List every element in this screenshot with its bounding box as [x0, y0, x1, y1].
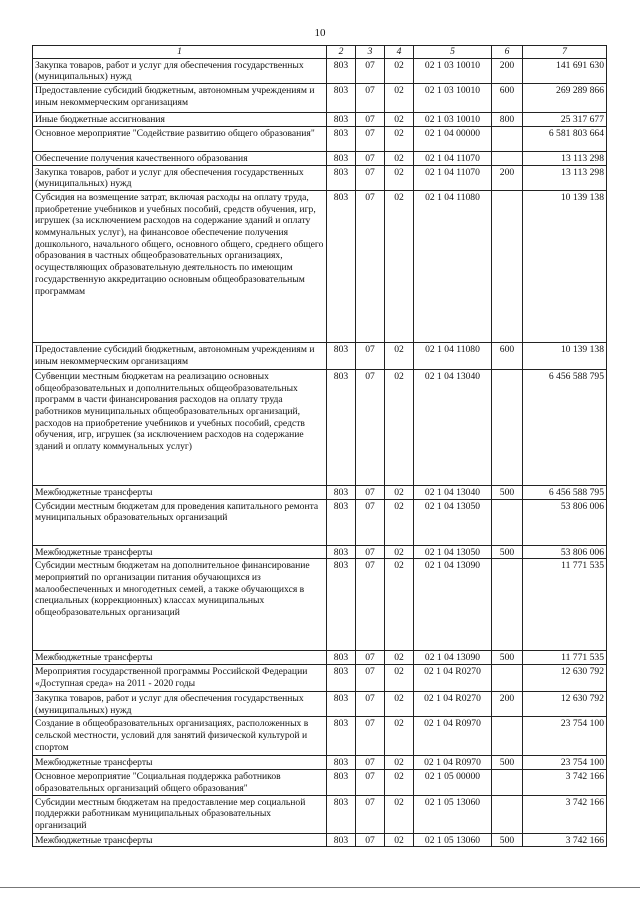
- row-name: Субсидии местным бюджетам для проведения капитального ремонта муниципальных образовательных организаций: [33, 499, 327, 545]
- row-rz: 07: [356, 717, 385, 756]
- row-amount: 10 139 138: [523, 190, 607, 342]
- row-ved: 803: [327, 770, 356, 795]
- row-amount: 53 806 006: [523, 499, 607, 545]
- row-vr: [492, 770, 523, 795]
- row-amount: 13 113 298: [523, 165, 607, 190]
- row-amount: 11 771 535: [523, 651, 607, 665]
- row-csr: 02 1 04 11070: [414, 165, 492, 190]
- row-vr: 500: [492, 833, 523, 847]
- table-row: [33, 795, 607, 833]
- row-name: Создание в общеобразовательных организациях, расположенных в сельской местности, условий для занятий физической культурой и спортом: [33, 717, 327, 756]
- row-csr: 02 1 05 13060: [414, 795, 492, 833]
- row-csr: 02 1 04 R0970: [414, 756, 492, 770]
- row-ved: 803: [327, 499, 356, 545]
- row-pr: 02: [385, 756, 414, 770]
- row-name: Мероприятия государственной программы Российской Федерации «Доступная среда» на 2011 - 2020 годы: [33, 665, 327, 692]
- row-ved: 803: [327, 342, 356, 369]
- row-rz: 07: [356, 756, 385, 770]
- row-amount: 11 771 535: [523, 559, 607, 651]
- row-vr: 800: [492, 113, 523, 127]
- row-pr: 02: [385, 692, 414, 717]
- row-pr: 02: [385, 770, 414, 795]
- row-csr: 02 1 05 00000: [414, 770, 492, 795]
- row-vr: [492, 126, 523, 151]
- page-number: 10: [314, 27, 326, 39]
- row-rz: 07: [356, 499, 385, 545]
- row-rz: 07: [356, 126, 385, 151]
- row-rz: 07: [356, 151, 385, 165]
- col-header-name: 1: [33, 46, 327, 59]
- row-rz: 07: [356, 485, 385, 499]
- row-csr: 02 1 04 R0270: [414, 692, 492, 717]
- row-csr: 02 1 04 R0970: [414, 717, 492, 756]
- row-csr: 02 1 03 10010: [414, 58, 492, 83]
- row-pr: 02: [385, 833, 414, 847]
- row-amount: 269 289 866: [523, 84, 607, 113]
- row-vr: [492, 369, 523, 485]
- row-ved: 803: [327, 717, 356, 756]
- row-rz: 07: [356, 651, 385, 665]
- row-vr: [492, 559, 523, 651]
- row-rz: 07: [356, 58, 385, 83]
- row-rz: 07: [356, 770, 385, 795]
- row-name: Межбюджетные трансферты: [33, 545, 327, 559]
- row-ved: 803: [327, 165, 356, 190]
- row-rz: 07: [356, 692, 385, 717]
- table-row: [33, 545, 607, 559]
- table-row: [33, 369, 607, 485]
- row-rz: 07: [356, 113, 385, 127]
- row-pr: 02: [385, 342, 414, 369]
- row-amount: 6 581 803 664: [523, 126, 607, 151]
- row-amount: 3 742 166: [523, 833, 607, 847]
- row-amount: 23 754 100: [523, 756, 607, 770]
- row-rz: 07: [356, 833, 385, 847]
- row-ved: 803: [327, 756, 356, 770]
- row-amount: 6 456 588 795: [523, 369, 607, 485]
- row-csr: 02 1 04 13050: [414, 499, 492, 545]
- row-name: Основное мероприятие "Социальная поддержка работников образовательных организаций общего образования": [33, 770, 327, 795]
- row-amount: 141 691 630: [523, 58, 607, 83]
- row-csr: 02 1 03 10010: [414, 84, 492, 113]
- row-name: Субсидии местным бюджетам на предоставление мер социальной поддержки работникам муниципальных образовательных организаций: [33, 795, 327, 833]
- row-amount: 23 754 100: [523, 717, 607, 756]
- row-name: Закупка товаров, работ и услуг для обеспечения государственных (муниципальных) нужд: [33, 58, 327, 83]
- row-name: Иные бюджетные ассигнования: [33, 113, 327, 127]
- page-bottom-rule: [0, 887, 640, 888]
- row-csr: 02 1 05 13060: [414, 833, 492, 847]
- col-header-pr: 4: [385, 46, 414, 59]
- row-csr: 02 1 04 R0270: [414, 665, 492, 692]
- row-pr: 02: [385, 369, 414, 485]
- row-name: Межбюджетные трансферты: [33, 833, 327, 847]
- row-amount: 12 630 792: [523, 692, 607, 717]
- table-row: [33, 126, 607, 151]
- row-csr: 02 1 04 13090: [414, 651, 492, 665]
- row-name: Субвенции местным бюджетам на реализацию основных общеобразовательных и дополнительных общеобразовательных программ в части финансирования расходов на оплату труда работников муниципальных общеобразовательных организаций, расходов на приобретение учебников и учебных пособий, средств обучения, игр, игрушек (за исключением расходов на содержание зданий и оплату коммунальных услуг): [33, 369, 327, 485]
- row-csr: 02 1 04 00000: [414, 126, 492, 151]
- table-row: [33, 665, 607, 692]
- row-pr: 02: [385, 84, 414, 113]
- row-pr: 02: [385, 126, 414, 151]
- row-ved: 803: [327, 692, 356, 717]
- row-ved: 803: [327, 190, 356, 342]
- row-pr: 02: [385, 190, 414, 342]
- row-vr: [492, 499, 523, 545]
- row-amount: 53 806 006: [523, 545, 607, 559]
- row-csr: 02 1 04 13040: [414, 485, 492, 499]
- row-ved: 803: [327, 151, 356, 165]
- row-vr: 200: [492, 692, 523, 717]
- row-csr: 02 1 04 13090: [414, 559, 492, 651]
- table-row: [33, 559, 607, 651]
- row-vr: [492, 190, 523, 342]
- row-csr: 02 1 04 13040: [414, 369, 492, 485]
- row-pr: 02: [385, 151, 414, 165]
- row-csr: 02 1 03 10010: [414, 113, 492, 127]
- row-pr: 02: [385, 499, 414, 545]
- row-vr: [492, 717, 523, 756]
- row-ved: 803: [327, 651, 356, 665]
- row-rz: 07: [356, 369, 385, 485]
- row-amount: 6 456 588 795: [523, 485, 607, 499]
- budget-table: [32, 45, 607, 847]
- row-ved: 803: [327, 833, 356, 847]
- row-amount: 3 742 166: [523, 795, 607, 833]
- row-ved: 803: [327, 58, 356, 83]
- row-name: Основное мероприятие "Содействие развитию общего образования": [33, 126, 327, 151]
- row-rz: 07: [356, 342, 385, 369]
- row-name: Субсидии местным бюджетам на дополнительное финансирование мероприятий по организации питания обучающихся из малообеспеченных и многодетных семей, а также обучающихся в специальных (коррекционных) классах муниципальных общеобразовательных организаций: [33, 559, 327, 651]
- row-amount: 10 139 138: [523, 342, 607, 369]
- row-name: Межбюджетные трансферты: [33, 485, 327, 499]
- row-ved: 803: [327, 369, 356, 485]
- row-rz: 07: [356, 559, 385, 651]
- col-header-csr: 5: [414, 46, 492, 59]
- row-name: Межбюджетные трансферты: [33, 651, 327, 665]
- row-amount: 25 317 677: [523, 113, 607, 127]
- col-header-rz: 3: [356, 46, 385, 59]
- row-rz: 07: [356, 190, 385, 342]
- row-vr: [492, 665, 523, 692]
- row-ved: 803: [327, 126, 356, 151]
- row-vr: 500: [492, 545, 523, 559]
- table-row: [33, 58, 607, 83]
- row-pr: 02: [385, 165, 414, 190]
- row-csr: 02 1 04 11080: [414, 342, 492, 369]
- row-vr: 200: [492, 58, 523, 83]
- col-header-ved: 2: [327, 46, 356, 59]
- row-ved: 803: [327, 559, 356, 651]
- row-pr: 02: [385, 113, 414, 127]
- row-amount: 3 742 166: [523, 770, 607, 795]
- table-row: [33, 717, 607, 756]
- table-row: [33, 756, 607, 770]
- row-ved: 803: [327, 795, 356, 833]
- row-ved: 803: [327, 84, 356, 113]
- row-vr: 600: [492, 84, 523, 113]
- table-row: [33, 113, 607, 127]
- row-vr: 500: [492, 651, 523, 665]
- row-csr: 02 1 04 13050: [414, 545, 492, 559]
- row-vr: 600: [492, 342, 523, 369]
- row-pr: 02: [385, 665, 414, 692]
- row-ved: 803: [327, 113, 356, 127]
- table-row: [33, 151, 607, 165]
- table-row: [33, 692, 607, 717]
- row-csr: 02 1 04 11070: [414, 151, 492, 165]
- row-rz: 07: [356, 545, 385, 559]
- row-amount: 12 630 792: [523, 665, 607, 692]
- header-row: [33, 46, 607, 59]
- row-vr: [492, 151, 523, 165]
- row-ved: 803: [327, 545, 356, 559]
- table-row: [33, 499, 607, 545]
- row-pr: 02: [385, 559, 414, 651]
- row-pr: 02: [385, 58, 414, 83]
- row-vr: 500: [492, 756, 523, 770]
- row-rz: 07: [356, 165, 385, 190]
- table-row: [33, 651, 607, 665]
- table-row: [33, 485, 607, 499]
- table-row: [33, 84, 607, 113]
- row-pr: 02: [385, 717, 414, 756]
- row-name: Предоставление субсидий бюджетным, автономным учреждениям и иным некоммерческим организациям: [33, 84, 327, 113]
- row-name: Межбюджетные трансферты: [33, 756, 327, 770]
- row-pr: 02: [385, 795, 414, 833]
- row-vr: 500: [492, 485, 523, 499]
- table-row: [33, 833, 607, 847]
- row-vr: 200: [492, 165, 523, 190]
- row-name: Обеспечение получения качественного образования: [33, 151, 327, 165]
- row-name: Закупка товаров, работ и услуг для обеспечения государственных (муниципальных) нужд: [33, 692, 327, 717]
- col-header-vr: 6: [492, 46, 523, 59]
- row-vr: [492, 795, 523, 833]
- row-rz: 07: [356, 84, 385, 113]
- row-name: Закупка товаров, работ и услуг для обеспечения государственных (муниципальных) нужд: [33, 165, 327, 190]
- row-rz: 07: [356, 665, 385, 692]
- row-pr: 02: [385, 485, 414, 499]
- row-amount: 13 113 298: [523, 151, 607, 165]
- row-name: Субсидия на возмещение затрат, включая расходы на оплату труда, приобретение учебников и учебных пособий, средств обучения, игр, игрушек (за исключением расходов на содержание зданий и оплату коммунальных услуг), на финансовое обеспечение получения дошкольного, начального общего, основного общего, среднего общего образования в частных общеобразовательных организациях, осуществляющих образовательную деятельность по имеющим государственную аккредитацию основным общеобразовательным программам: [33, 190, 327, 342]
- row-csr: 02 1 04 11080: [414, 190, 492, 342]
- table-row: [33, 770, 607, 795]
- row-name: Предоставление субсидий бюджетным, автономным учреждениям и иным некоммерческим организациям: [33, 342, 327, 369]
- col-header-amount: 7: [523, 46, 607, 59]
- row-ved: 803: [327, 665, 356, 692]
- table-row: [33, 342, 607, 369]
- table-row: [33, 190, 607, 342]
- table-row: [33, 165, 607, 190]
- row-ved: 803: [327, 485, 356, 499]
- row-rz: 07: [356, 795, 385, 833]
- row-pr: 02: [385, 651, 414, 665]
- row-pr: 02: [385, 545, 414, 559]
